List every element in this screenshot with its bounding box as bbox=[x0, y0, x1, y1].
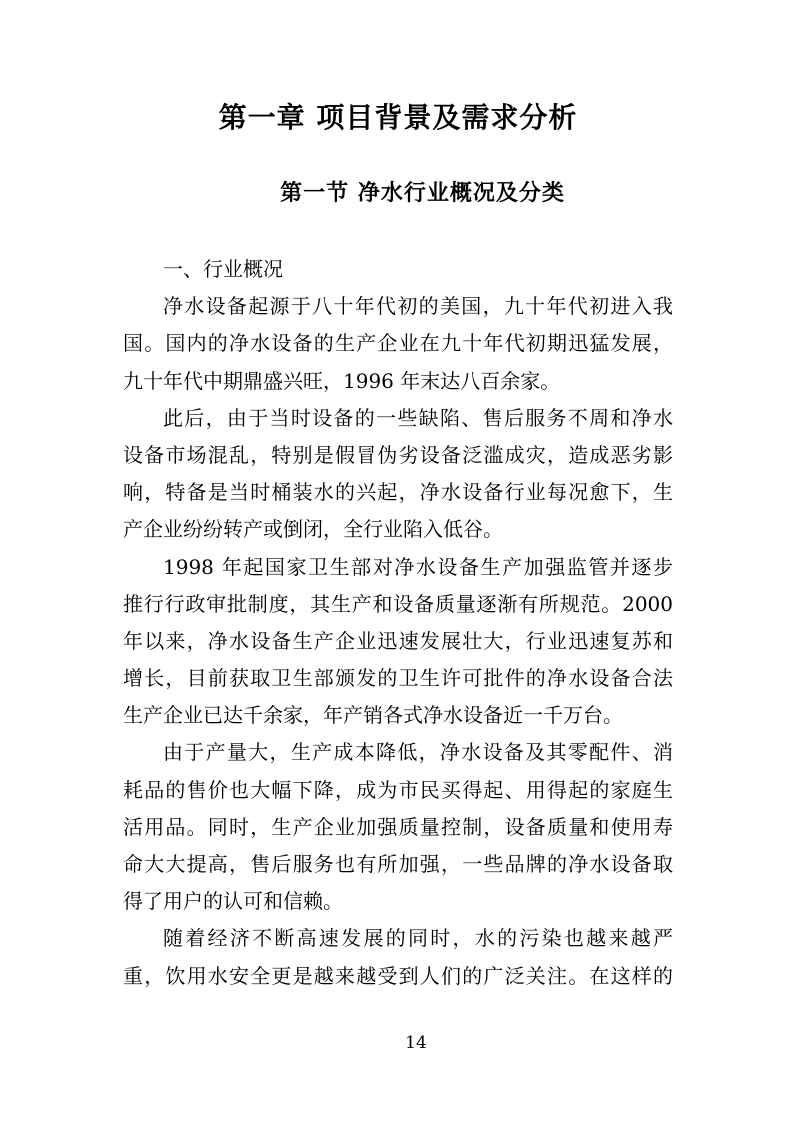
paragraph-2 bbox=[123, 400, 673, 549]
paragraph-line: 推行行政审批制度，其生产和设备质量逐渐有所规范。2000 bbox=[123, 591, 673, 616]
paragraph-5 bbox=[123, 920, 673, 994]
paragraph-3 bbox=[123, 549, 673, 735]
chapter-title: 第一章 项目背景及需求分析 bbox=[218, 101, 578, 134]
paragraph-line: 增长，目前获取卫生部颁发的卫生许可批件的净水设备合法 bbox=[123, 666, 673, 691]
paragraph-line: 得了用户的认可和信赖。 bbox=[123, 889, 343, 914]
paragraph-1 bbox=[123, 288, 673, 400]
paragraph-line: 此后，由于当时设备的一些缺陷、售后服务不周和净水 bbox=[163, 405, 673, 430]
page-number: 14 bbox=[405, 1033, 427, 1053]
paragraph-line: 活用品。同时，生产企业加强质量控制，设备质量和使用寿 bbox=[123, 814, 673, 839]
paragraph-4 bbox=[123, 734, 673, 920]
paragraph-line: 生产企业已达千余家，年产销各式净水设备近一千万台。 bbox=[123, 703, 623, 728]
paragraph-line: 由于产量大，生产成本降低，净水设备及其零配件、消 bbox=[163, 740, 673, 765]
paragraph-line: 九十年代中期鼎盛兴旺，1996 年末达八百余家。 bbox=[123, 368, 561, 393]
paragraph-line: 产企业纷纷转产或倒闭，全行业陷入低谷。 bbox=[123, 517, 503, 542]
paragraph-line: 耗品的售价也大幅下降，成为市民买得起、用得起的家庭生 bbox=[123, 777, 673, 802]
paragraph-line: 响，特备是当时桶装水的兴起，净水设备行业每况愈下，生 bbox=[123, 480, 673, 505]
paragraph-line: 年以来，净水设备生产企业迅速发展壮大，行业迅速复苏和 bbox=[123, 628, 673, 653]
subheading: 一、行业概况 bbox=[163, 257, 283, 281]
paragraph-line: 命大大提高，售后服务也有所加强，一些品牌的净水设备取 bbox=[123, 852, 673, 876]
paragraph-line: 重，饮用水安全更是越来越受到人们的广泛关注。在这样的 bbox=[123, 963, 673, 988]
paragraph-line: 1998 年起国家卫生部对净水设备生产加强监管并逐步 bbox=[163, 554, 673, 579]
paragraph-line: 设备市场混乱，特别是假冒伪劣设备泛滥成灾，造成恶劣影 bbox=[123, 442, 673, 467]
paragraph-line: 随着经济不断高速发展的同时，水的污染也越来越严 bbox=[163, 926, 673, 951]
section-title: 第一节 净水行业概况及分类 bbox=[280, 180, 565, 206]
body-text bbox=[123, 251, 673, 995]
paragraph-line: 国。国内的净水设备的生产企业在九十年代初期迅猛发展， bbox=[123, 331, 673, 356]
paragraph-line: 净水设备起源于八十年代初的美国，九十年代初进入我 bbox=[163, 294, 673, 319]
